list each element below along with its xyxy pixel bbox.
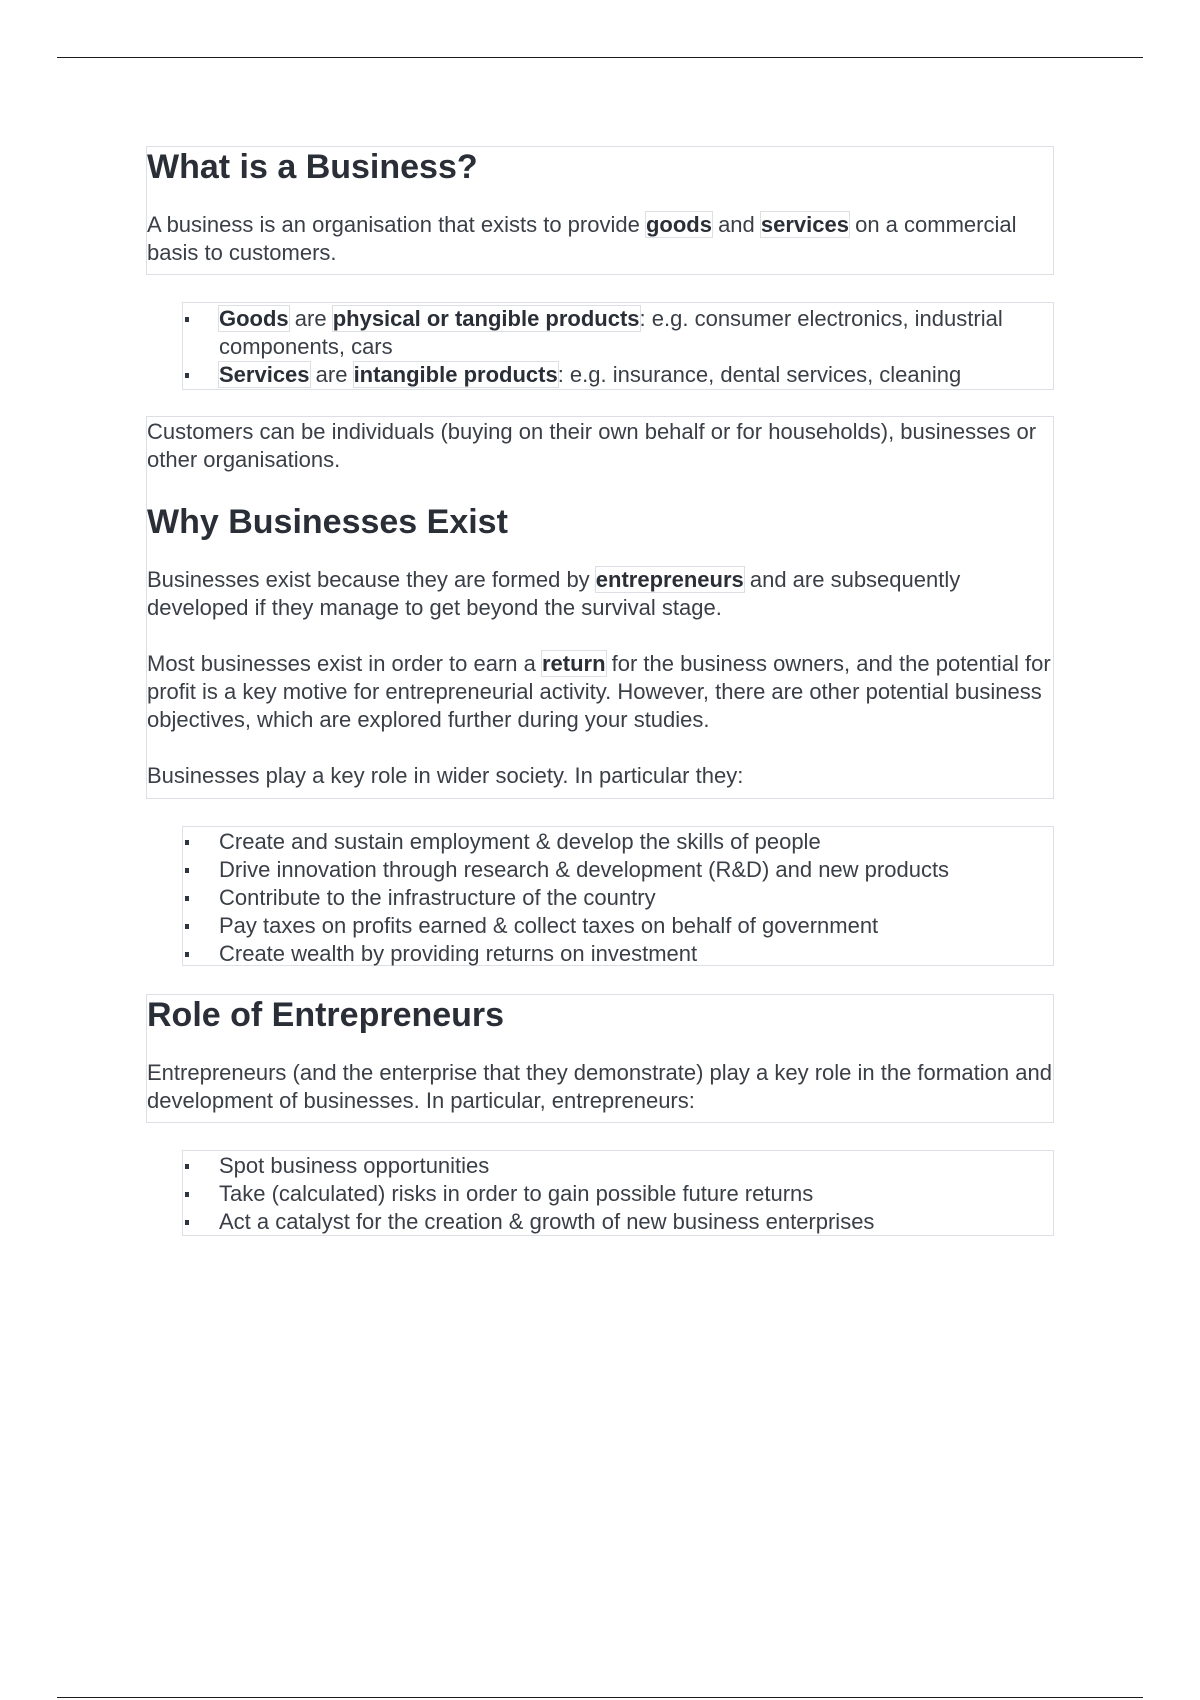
society-roles-list [182, 826, 1054, 966]
list-item: Goods are physical or tangible products: e.g. consumer electronics, industrial components, cars [183, 305, 1053, 361]
list-item: Services are intangible products: e.g. insurance, dental services, cleaning [183, 361, 1053, 389]
term-return: return [541, 651, 606, 676]
business-definition: A business is an organisation that exists to provide goods and services on a commercial basis to customers. [147, 212, 1017, 265]
term-services: services [760, 212, 849, 237]
list-item: Act a catalyst for the creation & growth of new business enterprises [183, 1208, 1053, 1236]
top-rule [57, 57, 1143, 58]
society-paragraph: Businesses play a key role in wider society. In particular they: [147, 763, 744, 788]
section-why-businesses-exist [146, 416, 1054, 799]
entrepreneur-roles-list [182, 1150, 1054, 1236]
list-item: Create and sustain employment & develop the skills of people [183, 828, 1053, 856]
heading-why-businesses-exist: Why Businesses Exist [147, 503, 508, 541]
list-item: Drive innovation through research & development (R&D) and new products [183, 856, 1053, 884]
list-item: Pay taxes on profits earned & collect taxes on behalf of government [183, 912, 1053, 940]
heading-role-of-entrepreneurs: Role of Entrepreneurs [147, 996, 505, 1034]
customers-paragraph: Customers can be individuals (buying on their own behalf or for households), businesses or other organisations. [147, 419, 1037, 472]
bottom-rule [57, 1697, 1143, 1698]
section-what-is-business [146, 146, 1054, 275]
section-role-of-entrepreneurs [146, 994, 1054, 1123]
return-paragraph: Most businesses exist in order to earn a return for the business owners, and the potential for profit is a key motive for entrepreneurial activity. However, there are other potential business objectives, which are explored further during your studies. [147, 651, 1051, 732]
list-item: Contribute to the infrastructure of the country [183, 884, 1053, 912]
list-item: Create wealth by providing returns on investment [183, 940, 1053, 968]
term-entrepreneurs: entrepreneurs [595, 567, 744, 592]
term-goods: goods [645, 212, 712, 237]
goods-services-list [182, 302, 1054, 390]
list-item: Spot business opportunities [183, 1152, 1053, 1180]
list-item: Take (calculated) risks in order to gain possible future returns [183, 1180, 1053, 1208]
entrepreneurs-paragraph: Businesses exist because they are formed by entrepreneurs and are subsequently developed if they manage to get beyond the survival stage. [147, 567, 961, 620]
heading-what-is-business: What is a Business? [147, 148, 478, 186]
entrepreneurs-intro: Entrepreneurs (and the enterprise that they demonstrate) play a key role in the formation and development of businesses. In particular, entrepreneurs: [147, 1060, 1052, 1113]
